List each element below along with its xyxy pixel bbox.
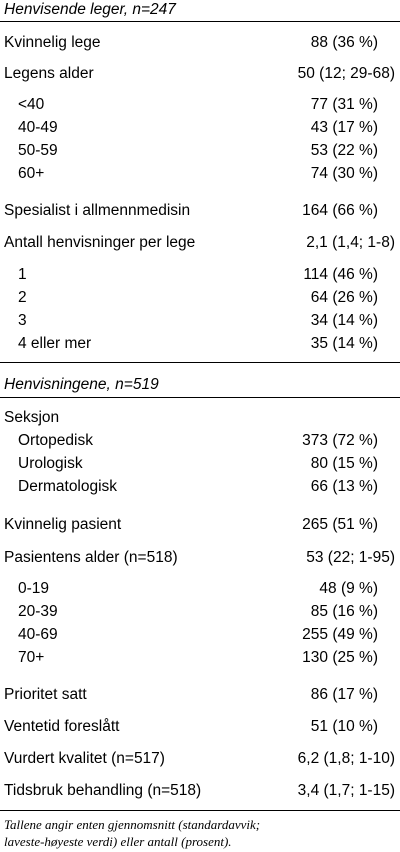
row-label: Urologisk <box>18 455 83 472</box>
footnote <box>4 817 396 850</box>
row-label: 40-69 <box>18 626 58 643</box>
table-row <box>0 716 400 738</box>
row-label: 70+ <box>18 649 45 666</box>
table-row <box>0 117 400 139</box>
row-label: Dermatologisk <box>18 478 118 495</box>
row-value: 66 (13 %) <box>310 478 378 495</box>
row-label: 60+ <box>18 165 45 182</box>
row-value: 2,1 (1,4; 1-8) <box>306 234 395 251</box>
row-value: 80 (15 %) <box>310 455 378 472</box>
row-label: 1 <box>18 266 27 283</box>
footnote-line: Tallene angir enten gjennomsnitt (standardavvik; <box>4 817 261 832</box>
row-value: 64 (26 %) <box>310 289 378 306</box>
table-row <box>0 547 400 569</box>
table-row <box>0 333 400 355</box>
table-row <box>0 94 400 116</box>
row-value: 373 (72 %) <box>302 432 378 449</box>
row-label: 3 <box>18 312 27 329</box>
table-row <box>0 748 400 770</box>
row-label: Ortopedisk <box>18 432 93 449</box>
table-row <box>0 63 400 85</box>
row-value: 164 (66 %) <box>302 202 378 219</box>
footnote-line: laveste-høyeste verdi) eller antall (prosent). <box>4 833 232 849</box>
table-row <box>0 264 400 286</box>
row-value: 48 (9 %) <box>319 580 378 597</box>
row-value: 86 (17 %) <box>310 686 378 703</box>
table-row <box>0 163 400 185</box>
divider-line <box>0 397 400 398</box>
table-row <box>0 780 400 802</box>
row-value: 88 (36 %) <box>310 34 378 51</box>
row-value: 43 (17 %) <box>310 119 378 136</box>
row-label: 50-59 <box>18 142 58 159</box>
table-row <box>0 407 400 429</box>
table-row <box>0 430 400 452</box>
table-row <box>0 514 400 536</box>
table-row <box>0 200 400 222</box>
table-row <box>0 624 400 646</box>
section-title-referring-doctors: Henvisende leger, n=247 <box>4 1 176 18</box>
row-value: 3,4 (1,7; 1-15) <box>297 782 395 799</box>
row-label: Kvinnelig pasient <box>4 516 122 533</box>
row-value: 51 (10 %) <box>310 718 378 735</box>
row-value: 255 (49 %) <box>302 626 378 643</box>
row-value: 114 (46 %) <box>303 266 378 283</box>
row-label: Prioritet satt <box>4 686 87 703</box>
table-row <box>0 476 400 498</box>
row-value: 77 (31 %) <box>310 96 378 113</box>
row-label: 4 eller mer <box>18 335 92 352</box>
row-label: 2 <box>18 289 27 306</box>
row-label: Kvinnelig lege <box>4 34 101 51</box>
row-value: 6,2 (1,8; 1-10) <box>297 750 395 767</box>
table-row <box>0 601 400 623</box>
row-label: Tidsbruk behandling (n=518) <box>4 782 202 799</box>
row-label: Antall henvisninger per lege <box>4 234 196 251</box>
row-value: 53 (22 %) <box>310 142 378 159</box>
row-value: 265 (51 %) <box>302 516 378 533</box>
table-row <box>0 232 400 254</box>
row-value: 85 (16 %) <box>310 603 378 620</box>
row-value: 34 (14 %) <box>310 312 378 329</box>
row-value: 74 (30 %) <box>310 165 378 182</box>
row-label: Spesialist i allmennmedisin <box>4 202 191 219</box>
row-value: 50 (12; 29-68) <box>297 65 395 82</box>
row-label: <40 <box>18 96 45 113</box>
row-label: Vurdert kvalitet (n=517) <box>4 750 165 767</box>
divider-line <box>0 362 400 363</box>
table-row <box>0 32 400 54</box>
row-value: 53 (22; 1-95) <box>306 549 395 566</box>
row-value: 130 (25 %) <box>302 649 378 666</box>
row-label: Ventetid foreslått <box>4 718 120 735</box>
row-label: 0-19 <box>18 580 50 597</box>
section-title-referrals: Henvisningene, n=519 <box>4 376 159 393</box>
row-label: 20-39 <box>18 603 58 620</box>
divider-line <box>0 21 400 22</box>
table-row <box>0 647 400 669</box>
table-row <box>0 140 400 162</box>
row-label: Seksjon <box>4 409 60 426</box>
divider-line <box>0 810 400 811</box>
table-row <box>0 310 400 332</box>
row-label: Pasientens alder (n=518) <box>4 549 178 566</box>
table-row <box>0 684 400 706</box>
row-value: 35 (14 %) <box>310 335 378 352</box>
row-label: Legens alder <box>4 65 94 82</box>
table-row <box>0 453 400 475</box>
table-row <box>0 578 400 600</box>
row-label: 40-49 <box>18 119 58 136</box>
table-row <box>0 287 400 309</box>
